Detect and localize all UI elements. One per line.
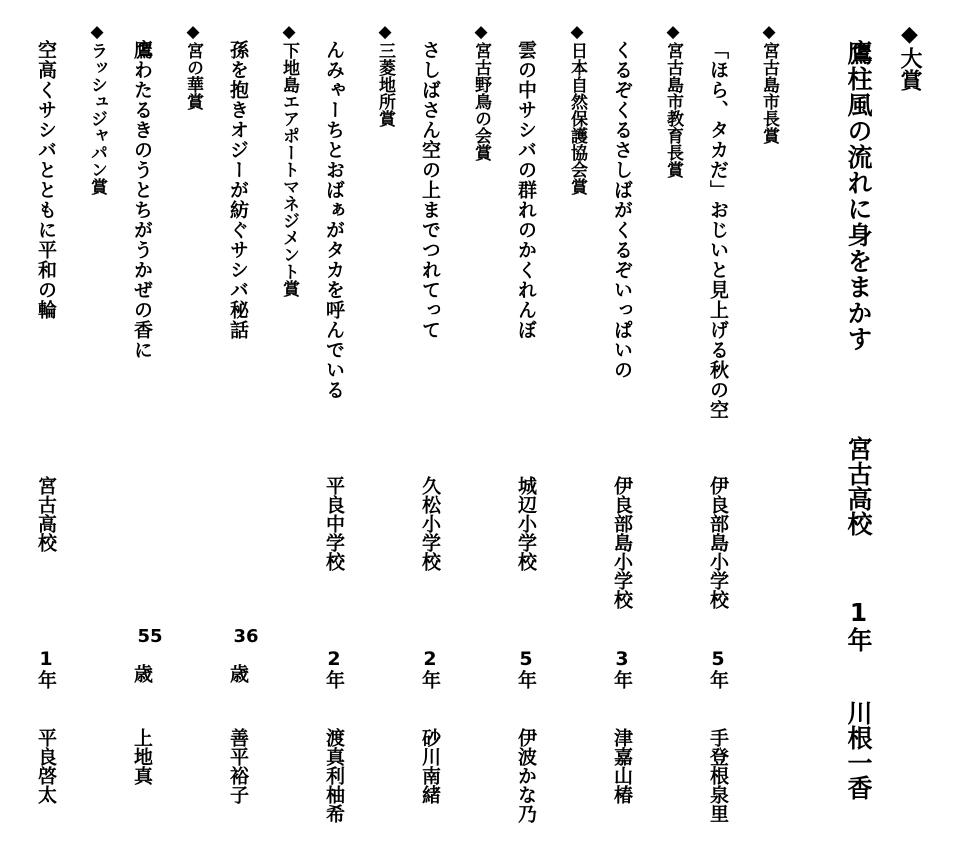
award-title: くるぞくるさしばがくるぞいっぱいの xyxy=(611,40,633,380)
award-name: 砂川南緒 xyxy=(419,728,441,804)
award-heading: ◆宮の華賞 xyxy=(183,22,203,110)
award-name: 伊波かな乃 xyxy=(515,728,537,823)
award-school: 城辺小学校 xyxy=(515,476,537,571)
award-title: 空高くサシバとともに平和の輪 xyxy=(35,40,57,320)
award-grade: 5年 xyxy=(707,648,729,689)
award-grade: 2年 xyxy=(419,648,441,689)
award-title: 孫を抱きオジーが紡ぐサシバ秘話 xyxy=(227,40,249,340)
award-school: 伊良部島小学校 xyxy=(611,476,633,609)
award-age-unit: 歳 xyxy=(227,664,249,683)
award-name: 手登根泉里 xyxy=(707,728,729,823)
award-name: 渡真利柚希 xyxy=(323,728,345,823)
award-school: 久松小学校 xyxy=(419,476,441,571)
award-heading: ◆大賞 xyxy=(897,22,922,91)
award-school: 宮古高校 xyxy=(844,436,873,536)
award-age-unit: 歳 xyxy=(131,664,153,683)
award-title: 鷹柱風の流れに身をまかす xyxy=(844,40,873,352)
award-name: 津嘉山椿 xyxy=(611,728,633,804)
award-title: んみゃーちとおばぁがタカを呼んでいる xyxy=(323,40,345,400)
award-heading: ◆ラッシュジャパン賞 xyxy=(87,22,107,195)
award-school: 伊良部島小学校 xyxy=(707,476,729,609)
award-heading: ◆三菱地所賞 xyxy=(375,22,395,127)
award-name: 平良啓太 xyxy=(35,728,57,804)
award-school: 平良中学校 xyxy=(323,476,345,571)
award-grade: 2年 xyxy=(323,648,345,689)
award-name: 上地真 xyxy=(131,728,153,785)
award-title: 雲の中サシバの群れのかくれんぼ xyxy=(515,40,537,340)
award-title: 鷹わたるきのうとちがうかぜの香に xyxy=(131,40,153,360)
award-title: さしばさん空の上までつれてって xyxy=(419,40,441,340)
award-grade: 1年 xyxy=(35,648,57,689)
award-title: 「ほら、タカだ」おじいと見上げる秋の空 xyxy=(707,40,729,420)
award-grade: 3年 xyxy=(611,648,633,689)
award-heading: ◆下地島エアポートマネジメント賞 xyxy=(279,22,299,297)
award-heading: ◆日本自然保護協会賞 xyxy=(567,22,587,195)
award-school: 宮古高校 xyxy=(35,476,57,552)
award-name: 善平裕子 xyxy=(227,728,249,804)
award-heading: ◆宮古島市長賞 xyxy=(759,22,779,144)
award-heading: ◆宮古野鳥の会賞 xyxy=(471,22,491,161)
award-heading: ◆宮古島市教育長賞 xyxy=(663,22,683,178)
award-age: 36 xyxy=(233,626,259,647)
award-grade: 1年 xyxy=(844,598,873,652)
award-name: 川根一香 xyxy=(844,700,873,800)
award-grade: 5年 xyxy=(515,648,537,689)
award-age: 55 xyxy=(137,626,163,647)
